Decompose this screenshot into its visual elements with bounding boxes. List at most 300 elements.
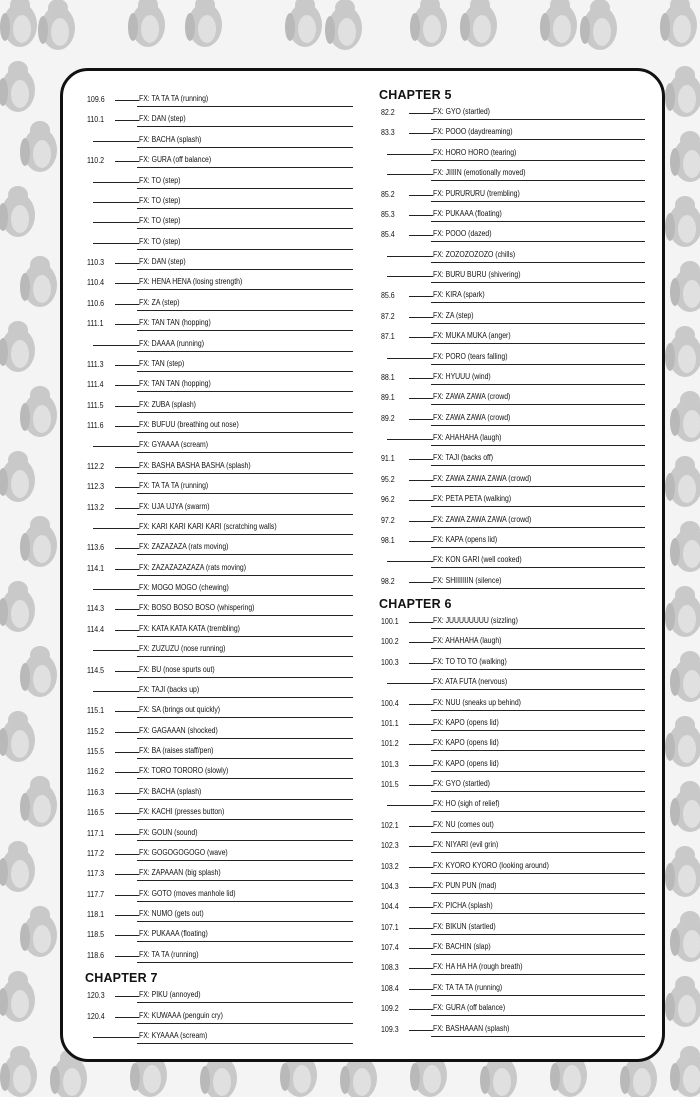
- page-panel-number: 101.3: [381, 759, 399, 769]
- fx-translation: FX: AHAHAHA (laugh): [433, 636, 502, 646]
- underline-rule: [431, 689, 645, 690]
- page-panel-number: 111.6: [87, 421, 104, 430]
- fx-entry: [379, 389, 645, 409]
- page-panel-number: 112.2: [87, 461, 105, 471]
- leader-line: [93, 222, 139, 223]
- fx-entry: [379, 491, 645, 511]
- fx-translation: FX: TAJI (backs up): [139, 684, 200, 694]
- fx-entry: [379, 430, 645, 450]
- fx-translation: FX: KON GARI (well cooked): [433, 555, 522, 565]
- fx-entry: [85, 743, 353, 763]
- leader-line: [409, 785, 433, 786]
- fx-translation: FX: PUN PUN (mad): [433, 880, 497, 890]
- sound-effects-glossary-panel: [60, 68, 665, 1062]
- fx-translation: FX: BUFUU (breathing out nose): [139, 420, 239, 429]
- fx-entry: [85, 499, 353, 519]
- page-panel-number: 83.3: [381, 128, 395, 138]
- fx-entry: [85, 519, 353, 539]
- fx-translation: FX: ZOZOZOZOZO (chills): [433, 249, 516, 259]
- page-panel-number: 109.6: [87, 95, 105, 104]
- underline-rule: [137, 188, 353, 189]
- page-panel-number: 114.1: [87, 563, 105, 573]
- page-panel-number: 89.2: [381, 413, 395, 423]
- underline-rule: [137, 615, 353, 616]
- leader-line: [115, 854, 139, 855]
- leader-line: [409, 521, 433, 522]
- leader-line: [409, 378, 433, 379]
- leader-line: [409, 907, 433, 908]
- fx-entry: [379, 186, 645, 206]
- fx-entry: [379, 471, 645, 491]
- fx-translation: FX: KAPO (opens lid): [433, 758, 499, 768]
- fx-translation: FX: KUWAAA (penguin cry): [139, 1010, 223, 1020]
- underline-rule: [431, 364, 645, 365]
- fx-entry: [379, 410, 645, 430]
- leader-line: [93, 243, 139, 244]
- underline-rule: [431, 811, 645, 812]
- leader-line: [115, 935, 139, 936]
- leader-line: [115, 915, 139, 916]
- fx-entry: [379, 654, 645, 674]
- fx-entry: [379, 878, 645, 898]
- fx-translation: FX: TAN (step): [139, 358, 185, 368]
- leader-line: [409, 642, 433, 643]
- underline-rule: [431, 771, 645, 772]
- page-panel-number: 120.4: [87, 1011, 105, 1021]
- fx-translation: FX: KAPO (opens lid): [433, 738, 499, 748]
- underline-rule: [137, 738, 353, 739]
- fx-entry: [85, 315, 353, 335]
- underline-rule: [137, 269, 353, 270]
- page-panel-number: 96.2: [381, 495, 395, 505]
- leader-line: [409, 765, 433, 766]
- fx-translation: FX: NU (comes out): [433, 819, 494, 829]
- chapter-5-entries-list: [379, 104, 645, 593]
- underline-rule: [137, 289, 353, 290]
- underline-rule: [137, 1023, 353, 1024]
- fx-entry: [379, 776, 645, 796]
- page-panel-number: 87.1: [381, 332, 395, 342]
- underline-rule: [137, 860, 353, 861]
- underline-rule: [431, 241, 645, 242]
- leader-line: [115, 671, 139, 672]
- underline-rule: [431, 282, 645, 283]
- fx-translation: FX: KACHI (presses button): [139, 807, 225, 817]
- leader-line: [93, 528, 139, 529]
- fx-entry: [85, 763, 353, 783]
- page-panel-number: 100.1: [381, 617, 399, 626]
- fx-translation: FX: BASHAAAN (splash): [433, 1023, 510, 1033]
- page-panel-number: 103.2: [381, 861, 399, 871]
- fx-translation: FX: KAPO (opens lid): [433, 717, 499, 727]
- underline-rule: [431, 465, 645, 466]
- fx-entry: [379, 226, 645, 246]
- fx-translation: FX: TAN TAN (hopping): [139, 318, 211, 328]
- fx-entry: [85, 702, 353, 722]
- fx-entry: [85, 560, 353, 580]
- fx-translation: FX: MOGO MOGO (chewing): [139, 583, 229, 592]
- fx-translation: FX: PUKAAA (floating): [433, 208, 502, 218]
- fx-entry: [85, 254, 353, 274]
- fx-entry: [85, 458, 353, 478]
- fx-translation: FX: ZAZAZAZA (rats moving): [139, 542, 229, 552]
- fx-translation: FX: HYUUU (wind): [433, 371, 491, 381]
- page-panel-number: 120.3: [87, 991, 105, 1001]
- underline-rule: [137, 249, 353, 250]
- page-panel-number: 102.3: [381, 841, 399, 851]
- leader-line: [409, 459, 433, 460]
- page-panel-number: 112.3: [87, 482, 105, 492]
- fx-translation: FX: TA TA (running): [139, 949, 199, 959]
- page-panel-number: 110.1: [87, 115, 105, 125]
- fx-translation: FX: ZA (step): [139, 297, 180, 307]
- leader-line: [115, 895, 139, 896]
- leader-line: [409, 846, 433, 847]
- underline-rule: [431, 730, 645, 731]
- fx-entry: [85, 539, 353, 559]
- fx-translation: FX: TO (step): [139, 195, 181, 205]
- leader-line: [409, 419, 433, 420]
- underline-rule: [431, 873, 645, 874]
- leader-line: [387, 256, 433, 257]
- leader-line: [115, 711, 139, 712]
- underline-rule: [137, 677, 353, 678]
- leader-line: [93, 182, 139, 183]
- leader-line: [93, 141, 139, 142]
- fx-translation: FX: BASHA BASHA BASHA (splash): [139, 460, 251, 470]
- fx-entry: [379, 328, 645, 348]
- fx-entry: [85, 132, 353, 152]
- leader-line: [387, 561, 433, 562]
- fx-entry: [85, 987, 353, 1007]
- underline-rule: [137, 840, 353, 841]
- leader-line: [115, 793, 139, 794]
- leader-line: [409, 215, 433, 216]
- underline-rule: [431, 913, 645, 914]
- underline-rule: [137, 534, 353, 535]
- fx-translation: FX: TO TO TO (walking): [433, 656, 507, 666]
- fx-entry: [85, 906, 353, 926]
- page-panel-number: 85.2: [381, 189, 395, 199]
- fx-entry: [85, 397, 353, 417]
- underline-rule: [431, 893, 645, 894]
- leader-line: [115, 609, 139, 610]
- leader-line: [409, 235, 433, 236]
- page-panel-number: 100.3: [381, 657, 399, 667]
- page-panel-number: 117.3: [87, 869, 105, 879]
- left-column: [85, 91, 353, 1048]
- fx-entry: [379, 633, 645, 653]
- underline-rule: [431, 628, 645, 629]
- leader-line: [115, 813, 139, 814]
- fx-entry: [85, 825, 353, 845]
- underline-rule: [137, 167, 353, 168]
- fx-translation: FX: BACHIN (slap): [433, 942, 491, 951]
- leader-line: [115, 996, 139, 997]
- fx-entry: [85, 865, 353, 885]
- fx-entry: [85, 784, 353, 804]
- underline-rule: [431, 160, 645, 161]
- underline-rule: [137, 310, 353, 311]
- fx-entry: [379, 165, 645, 185]
- leader-line: [115, 487, 139, 488]
- fx-translation: FX: PIKU (annoyed): [139, 990, 201, 1000]
- chapter-6-entries-list: [379, 613, 645, 1041]
- underline-rule: [137, 799, 353, 800]
- leader-line: [409, 541, 433, 542]
- underline-rule: [431, 710, 645, 711]
- fx-translation: FX: DAN (step): [139, 114, 186, 124]
- underline-rule: [137, 595, 353, 596]
- page-panel-number: 87.2: [381, 311, 395, 321]
- page-panel-number: 117.1: [87, 828, 105, 838]
- fx-translation: FX: TO (step): [139, 216, 181, 226]
- page-panel-number: 108.4: [381, 983, 399, 993]
- leader-line: [409, 195, 433, 196]
- fx-translation: FX: GAGAAAN (shocked): [139, 725, 218, 735]
- page-panel-number: 102.1: [381, 820, 399, 830]
- fx-entry: [85, 213, 353, 233]
- fx-translation: FX: PETA PETA (walking): [433, 494, 512, 504]
- fx-entry: [379, 858, 645, 878]
- fx-translation: FX: NIYARI (evil grin): [433, 840, 499, 850]
- fx-translation: FX: PICHA (splash): [433, 901, 493, 911]
- leader-line: [387, 439, 433, 440]
- fx-translation: FX: PORO (tears falling): [433, 351, 508, 361]
- underline-rule: [431, 384, 645, 385]
- leader-line: [409, 826, 433, 827]
- fx-translation: FX: ZAZAZAZAZAZA (rats moving): [139, 562, 247, 572]
- underline-rule: [431, 119, 645, 120]
- leader-line: [409, 622, 433, 623]
- fx-entry: [379, 837, 645, 857]
- leader-line: [115, 324, 139, 325]
- fx-translation: FX: HORO HORO (tearing): [433, 147, 517, 157]
- underline-rule: [431, 425, 645, 426]
- leader-line: [387, 174, 433, 175]
- fx-translation: FX: KAPA (opens lid): [433, 534, 498, 544]
- page-panel-number: 115.2: [87, 726, 105, 736]
- page-panel-number: 111.1: [87, 319, 104, 329]
- leader-line: [409, 582, 433, 583]
- fx-entry: [379, 735, 645, 755]
- underline-rule: [137, 391, 353, 392]
- page-panel-number: 101.5: [381, 780, 399, 789]
- leader-line: [387, 358, 433, 359]
- leader-line: [93, 589, 139, 590]
- underline-rule: [431, 527, 645, 528]
- fx-translation: FX: GYO (startled): [433, 779, 490, 788]
- leader-line: [115, 772, 139, 773]
- fx-entry: [85, 662, 353, 682]
- leader-line: [409, 928, 433, 929]
- underline-rule: [431, 180, 645, 181]
- underline-rule: [137, 452, 353, 453]
- leader-line: [115, 161, 139, 162]
- leader-line: [115, 426, 139, 427]
- underline-rule: [137, 106, 353, 107]
- page-panel-number: 104.3: [381, 881, 399, 891]
- underline-rule: [431, 588, 645, 589]
- leader-line: [115, 630, 139, 631]
- chapter-6-heading: CHAPTER 6: [379, 597, 452, 611]
- fx-entry: [85, 336, 353, 356]
- underline-rule: [137, 778, 353, 779]
- fx-entry: [85, 152, 353, 172]
- fx-translation: FX: ATA FUTA (nervous): [433, 677, 508, 687]
- fx-entry: [379, 104, 645, 124]
- fx-translation: FX: DAAAA (running): [139, 338, 205, 348]
- fx-translation: FX: GOTO (moves manhole lid): [139, 888, 236, 898]
- fx-entry: [379, 817, 645, 837]
- page-panel-number: 117.7: [87, 889, 105, 899]
- underline-rule: [137, 697, 353, 698]
- underline-rule: [431, 262, 645, 263]
- underline-rule: [431, 1036, 645, 1037]
- fx-translation: FX: NUMO (gets out): [139, 909, 204, 918]
- fx-entry: [379, 247, 645, 267]
- chapter-7-entries-list: [85, 987, 353, 1048]
- fx-entry: [379, 919, 645, 939]
- underline-rule: [431, 852, 645, 853]
- fx-entry: [379, 369, 645, 389]
- fx-translation: FX: NUU (sneaks up behind): [433, 697, 521, 707]
- fx-entry: [85, 682, 353, 702]
- fx-entry: [379, 1000, 645, 1020]
- fx-entry: [85, 580, 353, 600]
- fx-translation: FX: ZA (step): [433, 310, 474, 320]
- underline-rule: [431, 934, 645, 935]
- fx-entry: [85, 723, 353, 743]
- underline-rule: [137, 330, 353, 331]
- fx-translation: FX: HENA HENA (losing strength): [139, 277, 243, 287]
- fx-entry: [379, 898, 645, 918]
- leader-line: [115, 752, 139, 753]
- page-panel-number: 100.4: [381, 698, 399, 708]
- right-column: [379, 88, 645, 1041]
- page-panel-number: 101.2: [381, 739, 399, 749]
- fx-translation: FX: TA TA TA (running): [139, 94, 209, 103]
- fx-translation: FX: ZAWA ZAWA ZAWA (crowd): [433, 514, 532, 524]
- fx-translation: FX: BU (nose spurts out): [139, 664, 215, 674]
- fx-entry: [379, 674, 645, 694]
- fx-entry: [379, 796, 645, 816]
- leader-line: [387, 805, 433, 806]
- penguin-decoration-top: [0, 0, 697, 50]
- page-panel-number: 104.4: [381, 902, 399, 912]
- page-panel-number: 118.5: [87, 930, 105, 940]
- underline-rule: [431, 954, 645, 955]
- underline-rule: [431, 1015, 645, 1016]
- fx-entry: [85, 437, 353, 457]
- fx-translation: FX: ZAWA ZAWA (crowd): [433, 392, 511, 402]
- underline-rule: [431, 486, 645, 487]
- underline-rule: [137, 126, 353, 127]
- leader-line: [115, 263, 139, 264]
- fx-translation: FX: SHIIIIIIIN (silence): [433, 575, 502, 585]
- underline-rule: [431, 648, 645, 649]
- leader-line: [115, 304, 139, 305]
- page-panel-number: 98.1: [381, 535, 395, 545]
- fx-translation: FX: DAN (step): [139, 257, 186, 266]
- page-panel-number: 110.4: [87, 278, 105, 288]
- fx-entry: [85, 600, 353, 620]
- fx-entry: [85, 274, 353, 294]
- page-panel-number: 116.3: [87, 787, 105, 797]
- underline-rule: [431, 404, 645, 405]
- page-panel-number: 117.2: [87, 848, 105, 858]
- fx-translation: FX: GURA (off balance): [139, 155, 212, 165]
- fx-translation: FX: PURURURU (trembling): [433, 188, 520, 198]
- page-panel-number: 110.6: [87, 298, 105, 308]
- fx-entry: [379, 145, 645, 165]
- underline-rule: [137, 656, 353, 657]
- fx-entry: [85, 234, 353, 254]
- page-panel-number: 118.6: [87, 950, 105, 960]
- leader-line: [115, 548, 139, 549]
- leader-line: [409, 133, 433, 134]
- leader-line: [409, 968, 433, 969]
- underline-rule: [431, 832, 645, 833]
- fx-translation: FX: SA (brings out quickly): [139, 705, 221, 715]
- fx-translation: FX: JUUUUUUUU (sizzling): [433, 616, 518, 625]
- leader-line: [387, 276, 433, 277]
- leader-line: [409, 704, 433, 705]
- page-panel-number: 95.2: [381, 474, 395, 484]
- fx-translation: FX: TO (step): [139, 236, 181, 246]
- fx-translation: FX: GURA (off balance): [433, 1003, 506, 1013]
- underline-rule: [431, 343, 645, 344]
- page-panel-number: 111.5: [87, 400, 104, 410]
- page-panel-number: 98.2: [381, 576, 395, 586]
- page-panel-number: 114.3: [87, 604, 105, 614]
- fx-translation: FX: ZAWA ZAWA ZAWA (crowd): [433, 473, 532, 483]
- leader-line: [409, 1030, 433, 1031]
- underline-rule: [431, 995, 645, 996]
- fx-entry: [379, 980, 645, 1000]
- leader-line: [115, 467, 139, 468]
- page-panel-number: 114.5: [87, 665, 105, 675]
- leader-line: [115, 385, 139, 386]
- fx-translation: FX: KYORO KYORO (looking around): [433, 860, 549, 870]
- leader-line: [115, 365, 139, 366]
- leader-line: [115, 283, 139, 284]
- page-panel-number: 110.3: [87, 258, 105, 267]
- fx-translation: FX: GOUN (sound): [139, 827, 198, 837]
- fx-translation: FX: BACHA (splash): [139, 786, 202, 796]
- fx-translation: FX: ZAPAAAN (big splash): [139, 868, 221, 878]
- leader-line: [115, 732, 139, 733]
- leader-line: [409, 948, 433, 949]
- leader-line: [409, 867, 433, 868]
- leader-line: [387, 154, 433, 155]
- leader-line: [409, 744, 433, 745]
- fx-translation: FX: TA TA TA (running): [433, 982, 503, 992]
- leader-line: [93, 446, 139, 447]
- fx-entry: [379, 715, 645, 735]
- underline-rule: [137, 921, 353, 922]
- underline-rule: [431, 791, 645, 792]
- underline-rule: [137, 473, 353, 474]
- fx-entry: [85, 621, 353, 641]
- fx-translation: FX: HA HA HA (rough breath): [433, 962, 523, 972]
- underline-rule: [431, 139, 645, 140]
- page-panel-number: 82.2: [381, 108, 395, 117]
- fx-entry: [85, 804, 353, 824]
- leader-line: [409, 500, 433, 501]
- page-panel-number: 115.5: [87, 747, 105, 756]
- underline-rule: [137, 208, 353, 209]
